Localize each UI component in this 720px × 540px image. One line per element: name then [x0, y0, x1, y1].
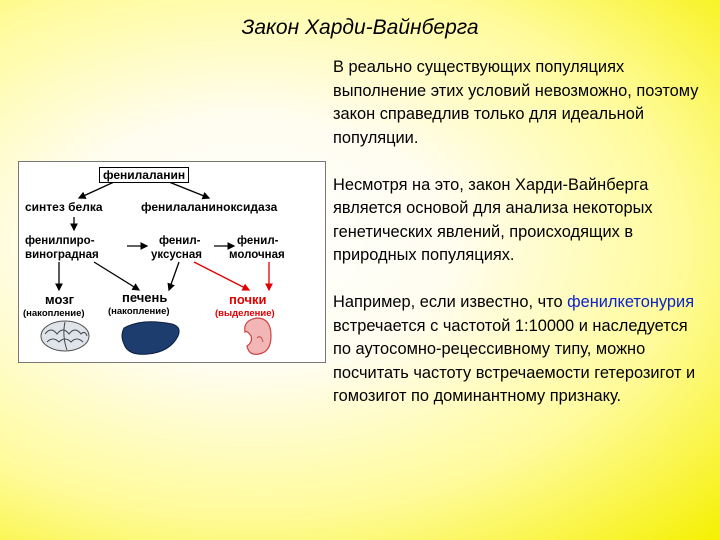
arrow-to-kidney — [194, 262, 249, 290]
diagram-organ-brain: мозг — [45, 292, 75, 307]
arrow-to-liver-2 — [169, 262, 179, 290]
diagram-product-1-line1: фенилпиро- — [25, 235, 95, 247]
liver-icon — [122, 322, 179, 355]
diagram-protein-synthesis: синтез белка — [25, 200, 103, 214]
diagram-organ-kidney: почки — [229, 292, 267, 307]
diagram-product-1-line2: виноградная — [25, 249, 99, 261]
brain-icon — [41, 321, 89, 351]
slide-title: Закон Харди-Вайнберга — [241, 16, 479, 39]
diagram-organ-liver: печень — [122, 290, 168, 305]
paragraph-3 — [333, 291, 703, 409]
diagram-organ-brain-note: (накопление) — [23, 308, 85, 319]
diagram-product-3-line1: фенил- — [237, 235, 279, 247]
diagram-arrows — [19, 162, 325, 362]
kidney-icon — [245, 318, 271, 354]
diagram-product-2-line2: уксусная — [151, 249, 202, 261]
diagram-product-3-line2: молочная — [229, 249, 285, 261]
paragraph-2: Несмотря на это, закон Харди-Вайнберга является основой для анализа некоторых генетических явлений, происходящих в природных популяциях. — [333, 175, 653, 264]
arrow-to-oxidase — [169, 182, 209, 198]
paragraph-1: В реально существующих популяциях выполнение этих условий невозможно, поэтому закон справедлив только для идеальной популяции. — [333, 58, 699, 147]
phenylketonuria-term: фенилкетонурия — [567, 293, 695, 311]
diagram-oxidase: фенилаланиноксидаза — [141, 200, 278, 214]
diagram-organ-kidney-note: (выделение) — [215, 308, 275, 319]
diagram-product-2-line1: фенил- — [159, 235, 201, 247]
text-column — [333, 56, 703, 432]
paragraph-3-start: Например, если известно, что — [333, 293, 568, 311]
arrow-to-protein-synthesis — [79, 182, 114, 198]
arrow-to-liver — [94, 262, 139, 290]
diagram-organ-liver-note: (накопление) — [108, 306, 170, 317]
diagram-top-box: фенилаланин — [99, 167, 189, 183]
metabolism-diagram — [18, 161, 326, 363]
paragraph-3-end: встречается с частотой 1:10000 и наследуется по аутосомно-рецессивному типу, можно посчитать частоту встречаемости гетерозигот и гомозигот по доминантному признаку. — [333, 316, 696, 405]
